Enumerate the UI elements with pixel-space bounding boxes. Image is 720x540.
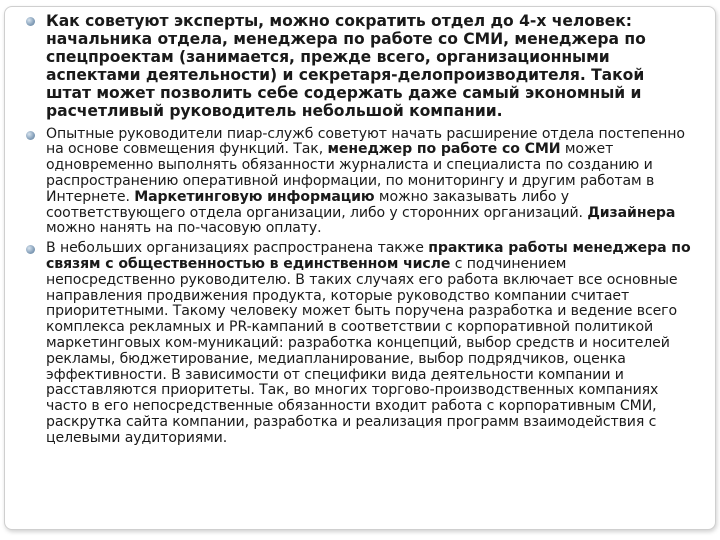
bullet-item-3 [22, 241, 694, 446]
bullet-2-text-a: Опытные руководители пиар-служб советуют начать расширение отдела постепенно на основе совмещения функций. Так, [46, 125, 685, 158]
bullet-2-text-b: может одновременно выполнять обязанности журналиста и специалиста по созданию и распространению оперативной информации, по мониторингу и другим работам в Интернете. [46, 141, 655, 205]
bullet-item-2 [22, 127, 694, 238]
bullet-2-bold-c: Дизайнера [587, 204, 676, 221]
bullet-2-text-d: можно нанять на по-часовую оплату. [46, 220, 322, 237]
bullet-2-text-c: можно заказывать либо у соответствующего отдела организации, либо у сторонних организаций. [46, 188, 588, 221]
bullet-3-bold-a: практика работы менеджера по связям с общественностью в единственном числе [46, 240, 691, 272]
bullet-icon [26, 245, 35, 254]
bullet-2-bold-b: Маркетинговую информацию [134, 188, 375, 205]
bullet-item-1 [22, 12, 694, 121]
bullet-1-text: Как советуют эксперты, можно сократить отдел до 4-х человек: начальника отдела, менеджера по работе со СМИ, менеджера по спецпроектам (занимается, прежде всего, организационными аспектами деятельности) и секретаря-делопроизводителя. Такой штат может позволить себе содержать даже самый экономный и расчетливый руководитель небольшой компании. [46, 12, 646, 121]
content-area [22, 12, 694, 451]
bullet-icon [26, 131, 35, 140]
bullet-icon [26, 17, 35, 26]
bullet-3-text-a: В небольших организациях распространена также [46, 240, 429, 257]
bullet-2-bold-a: менеджер по работе со СМИ [327, 141, 561, 158]
bullet-3-text-b: с подчинением непосредственно руководителю. В таких случаях его работа включает все основные направления продвижения продукта, которые руководство компании считает приоритетными. Такому человеку может быть поручена разработка и ведение всего комплекса рекламных и PR-кампаний в соответствии с корпоративной политикой маркетинговых ком-муникаций: разработка концепций, выбор средств и носителей рекламы, бюджетирование, медиапланирование, выбор подрядчиков, оценка эффективности. В зависимости от специфики вида деятельности компании и расставляются приоритеты. Так, во многих торгово-производственных компаниях часто в его непосредственные обязанности входит работа с корпоративным СМИ, раскрутка сайта компании, разработка и реализация программ взаимодействия с целевыми аудиториями. [46, 255, 678, 446]
